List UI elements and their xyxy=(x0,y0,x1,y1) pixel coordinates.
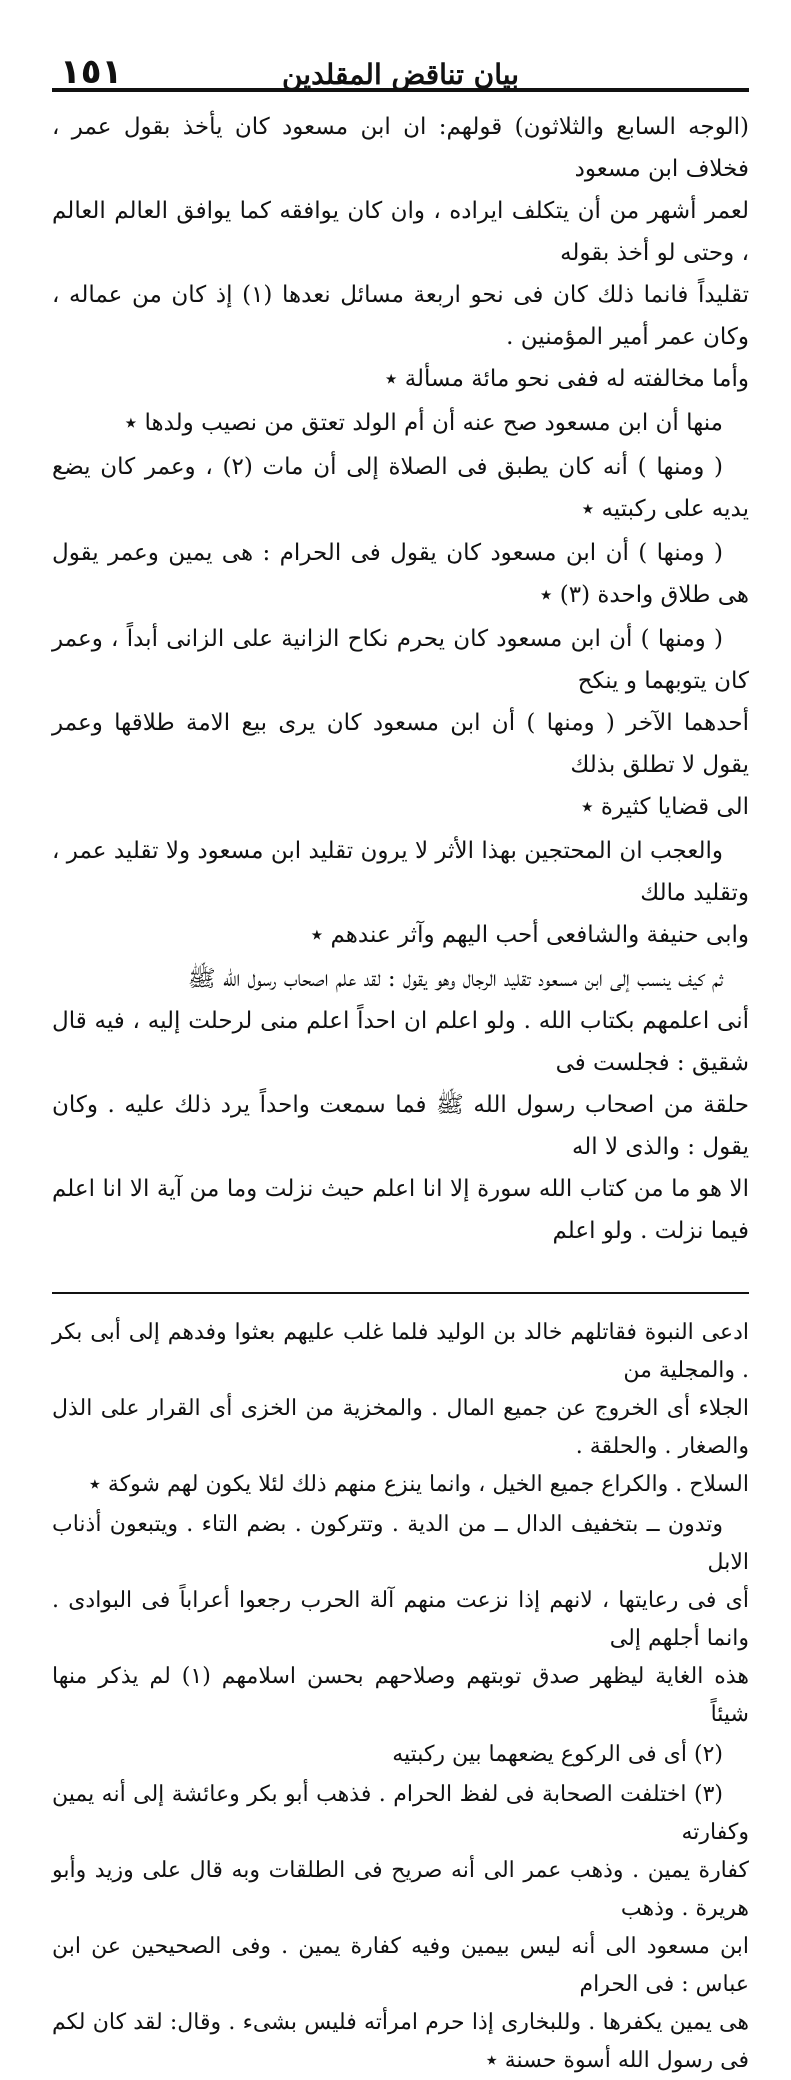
running-title: بيان تناقض المقلدين xyxy=(281,58,520,91)
footnote-3: (٣) اختلفت الصحابة فى لفظ الحرام . فذهب أبو بكر وعائشة إلى أنه يمين وكفارته كفارة يمين . وذهب عمر الى أنه صريح فى الطلقات وبه قال على وزيد وأبو هريرة . وذهب ابن مسعود الى أنه ليس بيمين وفيه كفارة يمين . وفى الصحيحين عن ابن عباس : فى الحرام هى يمين يكفرها . وللبخارى إذا حرم امرأته فليس بشىء . وقال: لقد كان لكم فى رسول الله أسوة حسنة ٭ xyxy=(52,1782,749,2073)
paragraph-zaniya: ( ومنها ) أن ابن مسعود كان يحرم نكاح الزانية على الزانى أبداً ، وعمر كان يتوبهما و ينكح أحدهما الآخر ( ومنها ) أن ابن مسعود كان يرى بيع الامة طلاقها وعمر يقول لا تطلق بذلك الى قضايا كثيرة ٭ xyxy=(52,626,749,820)
paragraph-tatbiq: ( ومنها ) أنه كان يطبق فى الصلاة إلى أن مات (٢) ، وعمر كان يضع يديه على ركبتيه ٭ xyxy=(52,454,749,522)
paragraph-37th-aspect: (الوجه السابع والثلاثون) قولهم: ان ابن مسعود كان يأخذ بقول عمر ، فخلاف ابن مسعود لعمر أشهر من أن يتكلف ايراده ، وان كان يوافقه كما يوافق العالم العالم ، وحتى لو أخذ بقوله تقليداً فانما ذلك كان فى نحو اربعة مسائل نعدها (١) إذ كان من عماله ، وكان عمر أمير المؤمنين . وأما مخالفته له ففى نحو مائة مسألة ٭ xyxy=(52,114,749,392)
footnote-tadun: وتدون ــ بتخفيف الدال ــ من الدية . وتتركون . بضم التاء . ويتبعون أذناب الابل أى فى رعايتها ، لانهم إذا نزعت منهم آلة الحرب رجعوا أعراباً فى البوادى . وانما أجلهم إلى هذه الغاية ليظهر صدق توبتهم وصلاحهم بحسن اسلامهم (١) لم يذكر منها شيئاً xyxy=(52,1512,749,1727)
footnote-2: (٢) أى فى الركوع يضعهما بين ركبتيه xyxy=(392,1742,723,1767)
header-rule xyxy=(52,88,749,92)
page-number: ١٥١ xyxy=(60,52,123,92)
paragraph-haram: ( ومنها ) أن ابن مسعود كان يقول فى الحرام : هى يمين وعمر يقول هى طلاق واحدة (٣) ٭ xyxy=(52,540,749,608)
paragraph-taqlid: ثم كيف ينسب إلى ابن مسعود تقليد الرجال وهو يقول : لقد علم اصحاب رسول الله ﷺ أنى اعلمهم بكتاب الله . ولو اعلم ان احداً اعلم منى لرحلت إليه ، فيه قال شقيق : فجلست فى حلقة من اصحاب رسول الله ﷺ فما سمعت واحداً يرد ذلك عليه . وكان يقول : والذى لا اله الا هو ما من كتاب الله سورة إلا انا اعلم حيث نزلت وما من آية الا انا اعلم فيما نزلت . ولو اعلم xyxy=(52,966,749,1244)
footnotes xyxy=(52,1314,749,2080)
footnote-continuation: ادعى النبوة فقاتلهم خالد بن الوليد فلما غلب عليهم بعثوا وفدهم إلى أبى بكر . والمجلية من الجلاء أى الخروج عن جميع المال . والمخزية من الخزى أى القرار على الذل والصغار . والحلقة . السلاح . والكراع جميع الخيل ، وانما ينزع منهم ذلك لئلا يكون لهم شوكة ٭ xyxy=(52,1320,749,1497)
paragraph-ajab: والعجب ان المحتجين بهذا الأثر لا يرون تقليد ابن مسعود ولا تقليد عمر ، وتقليد مالك وابى حنيفة والشافعى أحب اليهم وآثر عندهم ٭ xyxy=(52,838,749,948)
main-text xyxy=(52,106,749,1252)
footnote-divider xyxy=(52,1292,749,1294)
page-header xyxy=(52,0,749,92)
paragraph-umm-walad: منها أن ابن مسعود صح عنه أن أم الولد تعتق من نصيب ولدها ٭ xyxy=(124,410,723,436)
